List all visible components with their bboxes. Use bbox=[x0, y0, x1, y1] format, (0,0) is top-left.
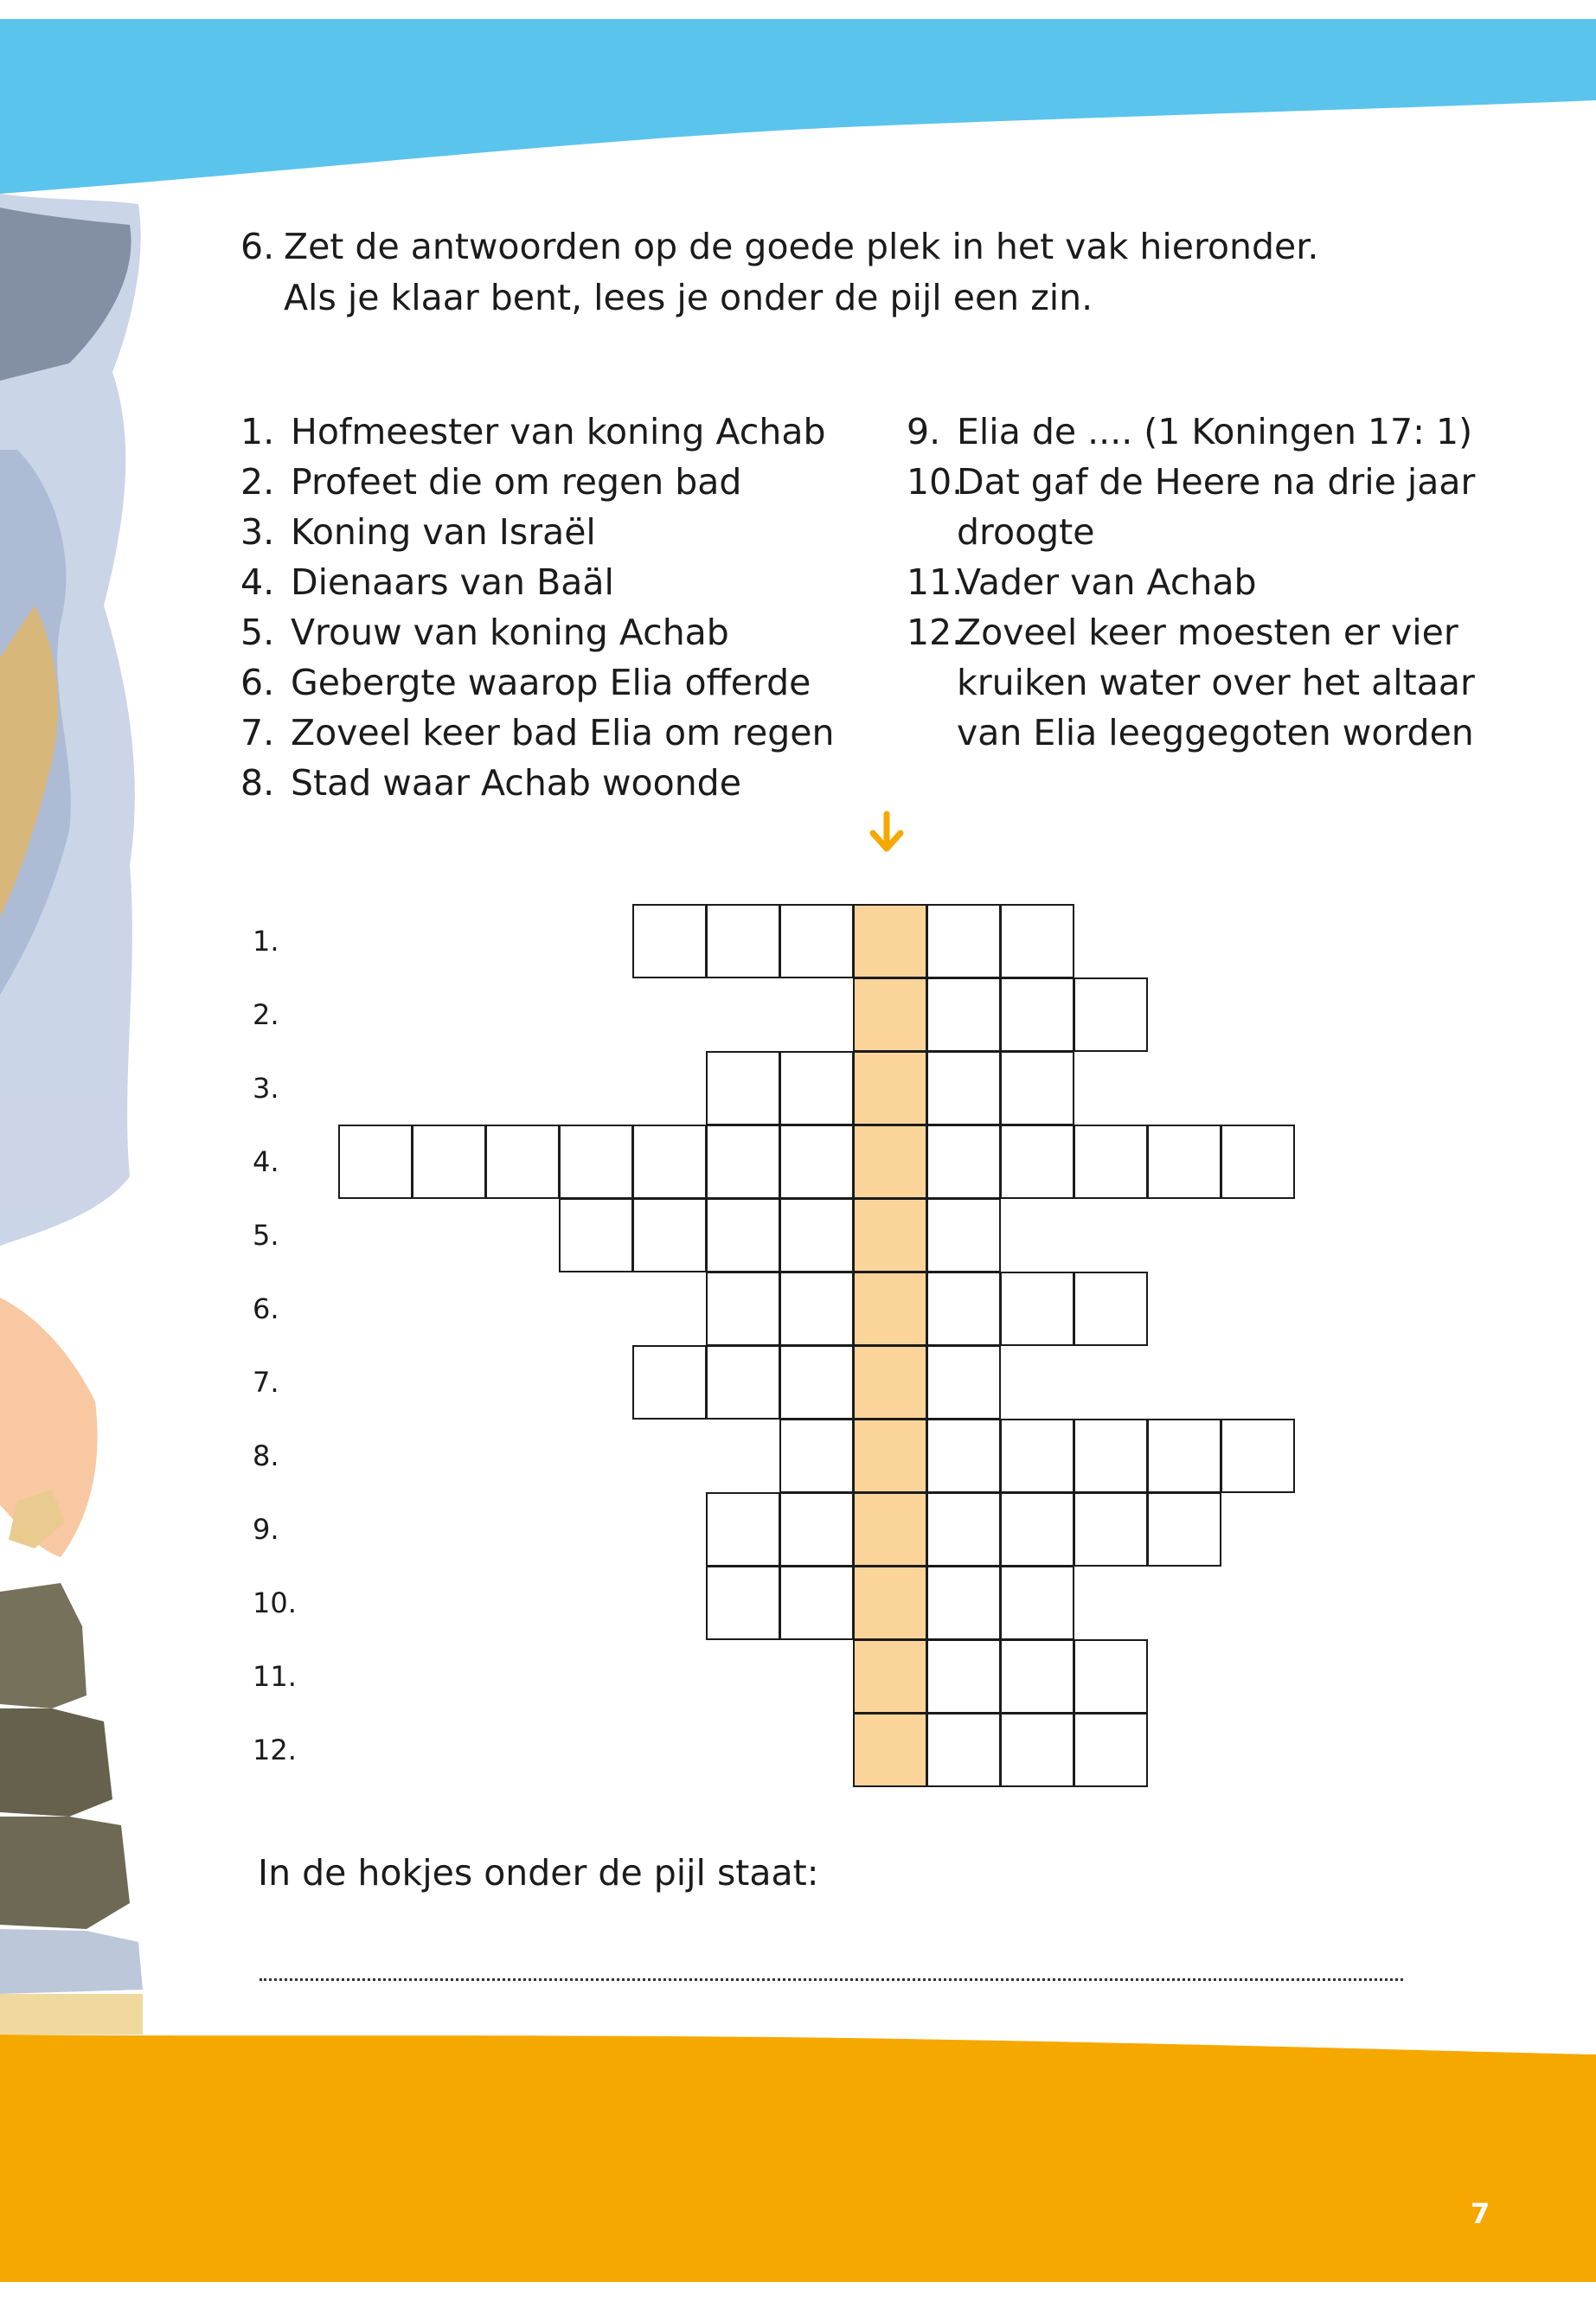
clue-text: van Elia leeggegoten worden bbox=[957, 712, 1474, 753]
grid-cell[interactable] bbox=[1000, 904, 1074, 978]
row-label: 3. bbox=[253, 1072, 279, 1105]
grid-cell[interactable] bbox=[926, 1345, 1001, 1420]
clue-number: 10. bbox=[907, 461, 964, 503]
grid-cell[interactable] bbox=[779, 1492, 854, 1567]
grid-cell[interactable] bbox=[706, 1492, 780, 1567]
grid-cell[interactable] bbox=[779, 1198, 854, 1272]
grid-cell[interactable] bbox=[1000, 1125, 1074, 1199]
grid-cell-solution[interactable] bbox=[853, 1125, 927, 1199]
grid-cell[interactable] bbox=[1000, 1051, 1074, 1125]
grid-cell[interactable] bbox=[779, 1125, 854, 1199]
clue-text: Dat gaf de Heere na drie jaar bbox=[957, 461, 1476, 503]
row-label: 12. bbox=[253, 1734, 297, 1766]
grid-cell[interactable] bbox=[1074, 1713, 1148, 1787]
grid-cell[interactable] bbox=[1074, 1639, 1148, 1714]
grid-cell[interactable] bbox=[706, 1566, 780, 1640]
grid-cell[interactable] bbox=[706, 1051, 780, 1125]
answer-dotted-line[interactable] bbox=[260, 1978, 1403, 1981]
row-label: 2. bbox=[253, 998, 279, 1031]
clue-number: 5. bbox=[240, 612, 275, 653]
grid-cell-solution[interactable] bbox=[853, 1713, 927, 1787]
clue-text: Zoveel keer moesten er vier bbox=[957, 612, 1458, 653]
grid-cell[interactable] bbox=[706, 1125, 780, 1199]
grid-cell[interactable] bbox=[1221, 1125, 1295, 1199]
row-label: 9. bbox=[253, 1513, 279, 1546]
grid-cell[interactable] bbox=[1147, 1492, 1221, 1567]
grid-cell-solution[interactable] bbox=[853, 1198, 927, 1272]
grid-cell[interactable] bbox=[779, 1345, 854, 1420]
grid-cell-solution[interactable] bbox=[853, 1492, 927, 1567]
grid-cell[interactable] bbox=[779, 1566, 854, 1640]
answer-prompt: In de hokjes onder de pijl staat: bbox=[258, 1852, 819, 1894]
grid-cell[interactable] bbox=[1074, 1125, 1148, 1199]
clue-text: Dienaars van Baäl bbox=[291, 561, 614, 603]
clue-number: 7. bbox=[240, 712, 275, 753]
clue-number: 8. bbox=[240, 762, 275, 804]
instruction-line-1 bbox=[240, 221, 1318, 272]
clue-text: Profeet die om regen bad bbox=[291, 461, 742, 503]
clue-text: Hofmeester van koning Achab bbox=[291, 411, 826, 452]
grid-cell[interactable] bbox=[1147, 1125, 1221, 1199]
grid-cell[interactable] bbox=[559, 1198, 633, 1272]
page-number: 7 bbox=[1471, 2197, 1490, 2230]
row-label: 4. bbox=[253, 1145, 279, 1178]
grid-cell[interactable] bbox=[338, 1125, 413, 1199]
grid-cell[interactable] bbox=[1000, 977, 1074, 1052]
clue-text: Elia de .... (1 Koningen 17: 1) bbox=[957, 411, 1473, 452]
top-blue-band bbox=[0, 19, 1596, 194]
grid-cell[interactable] bbox=[632, 1345, 707, 1420]
grid-cell[interactable] bbox=[1074, 977, 1148, 1052]
clue-number: 4. bbox=[240, 561, 275, 603]
grid-cell[interactable] bbox=[926, 1713, 1001, 1787]
clue-number: 11. bbox=[907, 561, 964, 603]
instruction-text-2: Als je klaar bent, lees je onder de pijl een zin. bbox=[284, 277, 1093, 318]
grid-cell[interactable] bbox=[632, 1125, 707, 1199]
grid-cell[interactable] bbox=[632, 1198, 707, 1272]
clue-number: 12. bbox=[907, 612, 964, 653]
grid-cell[interactable] bbox=[926, 1198, 1001, 1272]
grid-cell[interactable] bbox=[926, 1272, 1001, 1346]
grid-cell[interactable] bbox=[1000, 1713, 1074, 1787]
clue-text: Zoveel keer bad Elia om regen bbox=[291, 712, 835, 753]
grid-cell-solution[interactable] bbox=[853, 1051, 927, 1125]
clue-text: kruiken water over het altaar bbox=[957, 662, 1475, 703]
grid-cell-solution[interactable] bbox=[853, 904, 927, 978]
grid-cell[interactable] bbox=[779, 1419, 854, 1493]
grid-cell[interactable] bbox=[926, 1125, 1001, 1199]
clue-text: Koning van Israël bbox=[291, 511, 596, 553]
illustration-elijah-altar bbox=[0, 194, 143, 2035]
grid-cell[interactable] bbox=[1000, 1492, 1074, 1567]
grid-cell[interactable] bbox=[1000, 1419, 1074, 1493]
grid-cell[interactable] bbox=[779, 1051, 854, 1125]
grid-cell[interactable] bbox=[412, 1125, 486, 1199]
clue-number: 6. bbox=[240, 662, 275, 703]
clue-number: 3. bbox=[240, 511, 275, 553]
clue-text: Vader van Achab bbox=[957, 561, 1257, 603]
grid-cell-solution[interactable] bbox=[853, 1419, 927, 1493]
grid-cell[interactable] bbox=[632, 904, 707, 978]
grid-cell[interactable] bbox=[926, 1566, 1001, 1640]
grid-cell[interactable] bbox=[926, 977, 1001, 1052]
grid-cell[interactable] bbox=[779, 904, 854, 978]
instruction-text-1: Zet de antwoorden op de goede plek in het vak hieronder. bbox=[284, 226, 1319, 267]
clue-text: Vrouw van koning Achab bbox=[291, 612, 729, 653]
row-label: 6. bbox=[253, 1292, 279, 1325]
instruction-line-2 bbox=[240, 272, 1093, 324]
grid-cell[interactable] bbox=[485, 1125, 560, 1199]
arrow-down-icon bbox=[865, 809, 908, 857]
grid-cell[interactable] bbox=[926, 904, 1001, 978]
row-label: 1. bbox=[253, 925, 279, 958]
row-label: 10. bbox=[253, 1586, 297, 1619]
grid-cell[interactable] bbox=[1147, 1419, 1221, 1493]
grid-cell[interactable] bbox=[1074, 1492, 1148, 1567]
clue-number: 9. bbox=[907, 411, 941, 452]
row-label: 11. bbox=[253, 1660, 297, 1693]
grid-cell[interactable] bbox=[1000, 1272, 1074, 1346]
grid-cell-solution[interactable] bbox=[853, 1639, 927, 1714]
grid-cell[interactable] bbox=[926, 1051, 1001, 1125]
grid-cell[interactable] bbox=[926, 1492, 1001, 1567]
grid-cell[interactable] bbox=[1000, 1639, 1074, 1714]
bottom-orange-band bbox=[0, 2035, 1596, 2282]
grid-cell[interactable] bbox=[1074, 1419, 1148, 1493]
clue-text: Gebergte waarop Elia offerde bbox=[291, 662, 811, 703]
grid-cell[interactable] bbox=[559, 1125, 633, 1199]
grid-cell-solution[interactable] bbox=[853, 977, 927, 1052]
clue-number: 2. bbox=[240, 461, 275, 503]
clue-text: droogte bbox=[957, 511, 1095, 553]
clue-number: 1. bbox=[240, 411, 275, 452]
grid-cell[interactable] bbox=[706, 1345, 780, 1420]
grid-cell-solution[interactable] bbox=[853, 1566, 927, 1640]
grid-cell[interactable] bbox=[706, 1198, 780, 1272]
row-label: 8. bbox=[253, 1439, 279, 1472]
grid-cell-solution[interactable] bbox=[853, 1345, 927, 1420]
row-label: 7. bbox=[253, 1366, 279, 1399]
grid-cell[interactable] bbox=[1221, 1419, 1295, 1493]
row-label: 5. bbox=[253, 1219, 279, 1252]
grid-cell[interactable] bbox=[1074, 1272, 1148, 1346]
instruction-number: 6. bbox=[240, 226, 275, 267]
grid-cell[interactable] bbox=[706, 1272, 780, 1346]
clue-text: Stad waar Achab woonde bbox=[291, 762, 741, 804]
grid-cell-solution[interactable] bbox=[853, 1272, 927, 1346]
grid-cell[interactable] bbox=[926, 1419, 1001, 1493]
grid-cell[interactable] bbox=[779, 1272, 854, 1346]
grid-cell[interactable] bbox=[1000, 1566, 1074, 1640]
grid-cell[interactable] bbox=[706, 904, 780, 978]
grid-cell[interactable] bbox=[926, 1639, 1001, 1714]
